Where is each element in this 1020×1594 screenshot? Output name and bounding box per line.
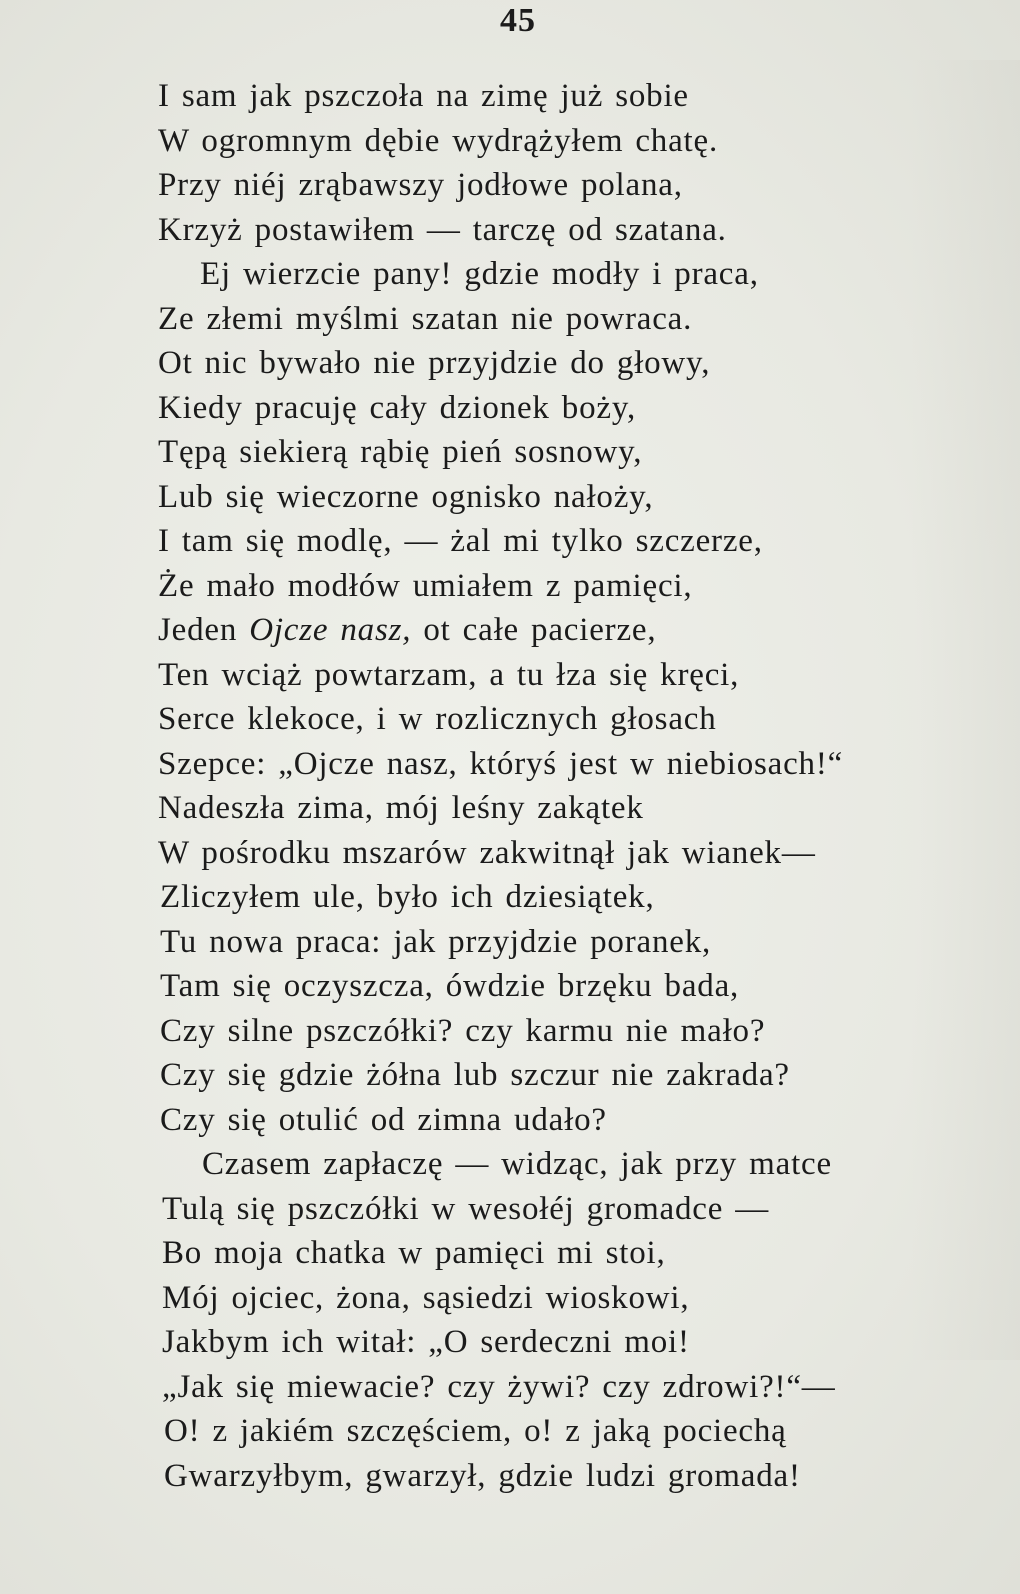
poem-line: Gwarzyłbym, gwarzył, gdzie ludzi gromada! bbox=[164, 1458, 801, 1494]
poem-line: Krzyż postawiłem — tarczę od szatana. bbox=[158, 212, 727, 248]
poem-line: O! z jakiém szczęściem, o! z jaką pociechą bbox=[164, 1413, 787, 1449]
poem-line: Kiedy pracuję cały dzionek boży, bbox=[158, 390, 637, 426]
poem-line: Szepce: „Ojcze nasz, któryś jest w niebiosach!“ bbox=[158, 746, 844, 782]
poem-line: Mój ojciec, żona, sąsiedzi wioskowi, bbox=[162, 1280, 690, 1316]
poem-line: Serce klekoce, i w rozlicznych głosach bbox=[158, 701, 717, 737]
poem-line bbox=[158, 607, 656, 653]
poem-line: W pośrodku mszarów zakwitnął jak wianek— bbox=[158, 835, 816, 871]
poem-line: „Jak się miewacie? czy żywi? czy zdrowi?!“— bbox=[162, 1369, 836, 1405]
poem-line: Tu nowa praca: jak przyjdzie poranek, bbox=[160, 924, 712, 960]
poem-line: Ej wierzcie pany! gdzie modły i praca, bbox=[200, 256, 759, 292]
poem-line: Nadeszła zima, mój leśny zakątek bbox=[158, 790, 644, 826]
poem-line: Czy się gdzie żółna lub szczur nie zakrada? bbox=[160, 1057, 790, 1093]
show-through-text bbox=[910, 60, 1020, 1360]
poem-line: I tam się modlę, — żal mi tylko szczerze, bbox=[158, 523, 763, 559]
poem-line: Czasem zapłaczę — widząc, jak przy matce bbox=[202, 1146, 832, 1182]
poem-line: Bo moja chatka w pamięci mi stoi, bbox=[162, 1235, 666, 1271]
page-number: 45 bbox=[500, 2, 536, 39]
poem-line-start: Jeden bbox=[158, 612, 250, 648]
poem-line: Tulą się pszczółki w wesołéj gromadce — bbox=[162, 1191, 770, 1227]
poem-line: Że mało modłów umiałem z pamięci, bbox=[158, 568, 693, 604]
poem-line: Przy niéj zrąbawszy jodłowe polana, bbox=[158, 167, 683, 203]
poem-line: Zliczyłem ule, było ich dziesiątek, bbox=[160, 879, 655, 915]
poem-line: Czy się otulić od zimna udało? bbox=[160, 1102, 607, 1138]
poem-line: Lub się wieczorne ognisko nałoży, bbox=[158, 479, 654, 515]
poem-line: Tam się oczyszcza, ówdzie brzęku bada, bbox=[160, 968, 740, 1004]
poem-line: Czy silne pszczółki? czy karmu nie mało? bbox=[160, 1013, 766, 1049]
poem-line: Ten wciąż powtarzam, a tu łza się kręci, bbox=[158, 657, 740, 693]
poem-line: Jakbym ich witał: „O serdeczni moi! bbox=[162, 1324, 690, 1360]
poem-line: I sam jak pszczoła na zimę już sobie bbox=[158, 78, 689, 114]
poem-line-end: ot całe pacierze, bbox=[411, 612, 657, 648]
poem-line-italic: Ojcze nasz, bbox=[249, 612, 412, 648]
poem-line: Tępą siekierą rąbię pień sosnowy, bbox=[158, 434, 643, 470]
poem-line: W ogromnym dębie wydrążyłem chatę. bbox=[158, 123, 718, 159]
poem-line: Ot nic bywało nie przyjdzie do głowy, bbox=[158, 345, 711, 381]
poem-line: Ze złemi myślmi szatan nie powraca. bbox=[158, 301, 693, 337]
